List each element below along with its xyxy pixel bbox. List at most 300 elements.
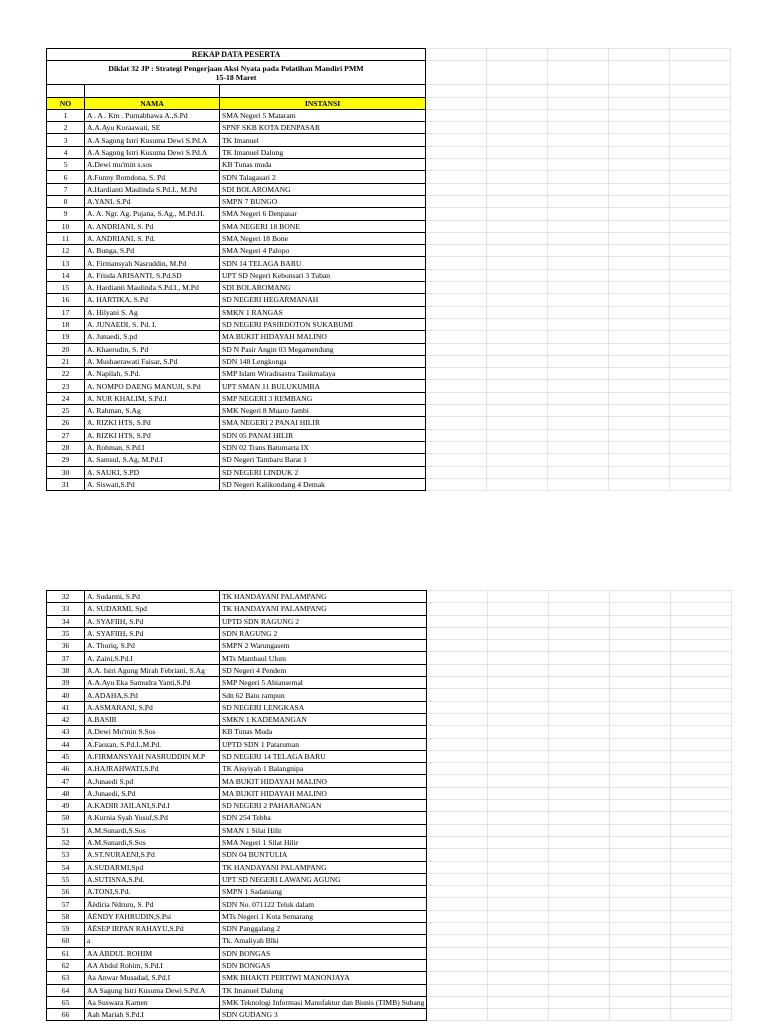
empty-cell bbox=[487, 318, 548, 330]
table-row bbox=[47, 591, 732, 603]
empty-cell bbox=[610, 726, 671, 738]
empty-cell bbox=[610, 886, 671, 898]
row-instansi: MTs Mambaul Ulum bbox=[220, 652, 427, 664]
empty-cell bbox=[427, 652, 488, 664]
table-row bbox=[47, 627, 732, 639]
empty-cell bbox=[487, 454, 548, 466]
row-no: 39 bbox=[47, 677, 85, 689]
empty-cell bbox=[610, 935, 671, 947]
empty-cell bbox=[671, 849, 732, 861]
table-row bbox=[47, 898, 732, 910]
empty-cell bbox=[671, 627, 732, 639]
row-instansi: SD NEGERI 2 PAHARANGAN bbox=[220, 800, 427, 812]
row-no: 65 bbox=[47, 996, 85, 1008]
empty-cell bbox=[670, 109, 731, 121]
row-nama: AA ABDUL ROHIM bbox=[85, 947, 220, 959]
row-instansi: UPT SD NEGERI LAWANG AGUNG bbox=[220, 873, 427, 885]
row-nama: A.Funny Romdona, S. Pd bbox=[85, 171, 220, 183]
empty-cell bbox=[610, 959, 671, 971]
row-instansi: SMPN 7 BUNGO bbox=[220, 195, 426, 207]
empty-cell bbox=[670, 343, 731, 355]
empty-cell bbox=[549, 763, 610, 775]
empty-cell bbox=[549, 713, 610, 725]
empty-cell bbox=[549, 849, 610, 861]
empty-cell bbox=[427, 763, 488, 775]
row-no: 26 bbox=[47, 417, 85, 429]
row-instansi: SDN RAGUNG 2 bbox=[220, 627, 427, 639]
empty-cell bbox=[609, 405, 670, 417]
empty-cell bbox=[609, 355, 670, 367]
empty-cell bbox=[427, 836, 488, 848]
empty-cell bbox=[487, 355, 548, 367]
row-instansi: MTs Negeri 1 Kota Semarang bbox=[220, 910, 427, 922]
row-instansi: TK Aisyiyah 1 Balangnipa bbox=[220, 763, 427, 775]
empty-cell bbox=[426, 478, 487, 490]
empty-cell bbox=[427, 738, 488, 750]
empty-cell bbox=[488, 591, 549, 603]
row-no: 40 bbox=[47, 689, 85, 701]
empty-cell bbox=[609, 294, 670, 306]
empty-cell bbox=[487, 183, 548, 195]
table-row bbox=[47, 603, 732, 615]
row-nama: A.Faozan, S.Pd.I.,M.Pd. bbox=[85, 738, 220, 750]
empty-cell bbox=[670, 331, 731, 343]
empty-cell bbox=[427, 677, 488, 689]
row-no: 6 bbox=[47, 171, 85, 183]
row-instansi: SMP Islam Wiradisastra Tasikmalaya bbox=[220, 368, 426, 380]
row-nama: A. Zaini,S.Pd.I bbox=[85, 652, 220, 664]
empty-cell bbox=[671, 836, 732, 848]
row-no: 44 bbox=[47, 738, 85, 750]
row-no: 1 bbox=[47, 109, 85, 121]
empty-cell bbox=[609, 368, 670, 380]
empty-cell bbox=[609, 122, 670, 134]
table-row bbox=[47, 454, 731, 466]
empty-cell bbox=[488, 812, 549, 824]
row-nama: A. ANDRIANI, S. Pd. bbox=[85, 232, 220, 244]
empty-cell bbox=[426, 245, 487, 257]
empty-cell bbox=[671, 775, 732, 787]
table-row bbox=[47, 269, 731, 281]
empty-cell bbox=[671, 959, 732, 971]
empty-cell bbox=[426, 466, 487, 478]
empty-cell bbox=[548, 146, 609, 158]
empty-cell bbox=[671, 935, 732, 947]
table-row bbox=[47, 923, 732, 935]
empty-cell bbox=[610, 591, 671, 603]
empty-cell bbox=[671, 750, 732, 762]
empty-cell bbox=[488, 750, 549, 762]
empty-cell bbox=[609, 208, 670, 220]
empty-cell bbox=[671, 591, 732, 603]
row-no: 41 bbox=[47, 701, 85, 713]
empty-cell bbox=[610, 910, 671, 922]
header-no: NO bbox=[47, 97, 85, 109]
empty-cell bbox=[670, 368, 731, 380]
empty-cell bbox=[609, 257, 670, 269]
empty-cell bbox=[487, 122, 548, 134]
row-nama: A.A Sagung Istri Kusuma Dewi S.Pd.A bbox=[85, 134, 220, 146]
row-no: 62 bbox=[47, 959, 85, 971]
row-instansi: SMP Negeri 5 Abiansemal bbox=[220, 677, 427, 689]
row-instansi: Sdn 62 Batu rampun bbox=[220, 689, 427, 701]
empty-cell bbox=[610, 923, 671, 935]
empty-cell bbox=[488, 677, 549, 689]
row-nama: A. JUNAEDI, S. Pd. I. bbox=[85, 318, 220, 330]
table-row bbox=[47, 726, 732, 738]
empty-cell bbox=[488, 898, 549, 910]
empty-cell bbox=[609, 392, 670, 404]
empty-cell bbox=[549, 824, 610, 836]
row-no: 37 bbox=[47, 652, 85, 664]
empty-cell bbox=[487, 282, 548, 294]
empty-cell bbox=[609, 478, 670, 490]
row-instansi: UPT SMAN 11 BULUKUMBA bbox=[220, 380, 426, 392]
row-nama: A. Hardianti Maulinda S.Pd.I., M.Pd bbox=[85, 282, 220, 294]
row-instansi: MA BUKIT HIDAYAH MALINO bbox=[220, 787, 427, 799]
table-row bbox=[47, 355, 731, 367]
empty-cell bbox=[488, 996, 549, 1008]
empty-cell bbox=[549, 996, 610, 1008]
table-row bbox=[47, 861, 732, 873]
row-instansi: SDI BOLAROMANG bbox=[220, 282, 426, 294]
row-no: 49 bbox=[47, 800, 85, 812]
row-instansi: KB Tunas Muda bbox=[220, 726, 427, 738]
empty-cell bbox=[487, 195, 548, 207]
empty-cell bbox=[548, 208, 609, 220]
empty-cell bbox=[426, 318, 487, 330]
row-nama: A. SYAFIIH, S.Pd bbox=[85, 615, 220, 627]
table-row bbox=[47, 478, 731, 490]
row-nama: Aah Mariah S.Pd.I bbox=[85, 1009, 220, 1021]
empty-cell bbox=[548, 294, 609, 306]
empty-cell bbox=[548, 417, 609, 429]
empty-cell bbox=[670, 183, 731, 195]
row-nama: A. Khaerudin, S. Pd bbox=[85, 343, 220, 355]
empty-cell bbox=[671, 812, 732, 824]
table-row bbox=[47, 652, 732, 664]
table-row bbox=[47, 146, 731, 158]
empty-cell bbox=[426, 171, 487, 183]
empty-cell bbox=[426, 195, 487, 207]
header-row bbox=[47, 97, 731, 109]
empty-cell bbox=[488, 861, 549, 873]
row-nama: A. SYAFIIH, S.Pd bbox=[85, 627, 220, 639]
row-instansi: TK HANDAYANI PALAMPANG bbox=[220, 591, 427, 603]
row-no: 61 bbox=[47, 947, 85, 959]
table-row bbox=[47, 380, 731, 392]
table-row bbox=[47, 417, 731, 429]
empty-cell bbox=[671, 689, 732, 701]
empty-cell bbox=[549, 750, 610, 762]
empty-cell bbox=[610, 775, 671, 787]
row-instansi: SDN Panggalang 2 bbox=[220, 923, 427, 935]
table-row bbox=[47, 935, 732, 947]
empty-cell bbox=[426, 122, 487, 134]
row-no: 56 bbox=[47, 886, 85, 898]
row-no: 66 bbox=[47, 1009, 85, 1021]
table-row bbox=[47, 763, 732, 775]
empty-cell bbox=[427, 689, 488, 701]
empty-cell bbox=[488, 836, 549, 848]
empty-cell bbox=[488, 923, 549, 935]
empty-cell bbox=[427, 886, 488, 898]
blank-row bbox=[47, 85, 731, 97]
empty-cell bbox=[671, 738, 732, 750]
row-instansi: MA BUKIT HIDAYAH MALINO bbox=[220, 331, 426, 343]
empty-cell bbox=[426, 282, 487, 294]
empty-cell bbox=[549, 677, 610, 689]
empty-cell bbox=[670, 306, 731, 318]
empty-cell bbox=[609, 331, 670, 343]
empty-cell bbox=[548, 368, 609, 380]
empty-cell bbox=[427, 984, 488, 996]
empty-cell bbox=[426, 331, 487, 343]
row-no: 60 bbox=[47, 935, 85, 947]
empty-cell bbox=[427, 726, 488, 738]
empty-cell bbox=[487, 171, 548, 183]
empty-cell bbox=[488, 849, 549, 861]
sheet-subtitle bbox=[47, 61, 426, 85]
empty-cell bbox=[426, 232, 487, 244]
empty-cell bbox=[548, 331, 609, 343]
empty-cell bbox=[426, 134, 487, 146]
empty-cell bbox=[610, 849, 671, 861]
empty-cell bbox=[488, 640, 549, 652]
row-instansi: MA BUKIT HIDAYAH MALINO bbox=[220, 775, 427, 787]
row-no: 4 bbox=[47, 146, 85, 158]
empty-cell bbox=[426, 405, 487, 417]
row-no: 17 bbox=[47, 306, 85, 318]
row-instansi: SMA Negeri 4 Palopo bbox=[220, 245, 426, 257]
table-row bbox=[47, 392, 731, 404]
empty-cell bbox=[670, 146, 731, 158]
empty-cell bbox=[670, 318, 731, 330]
empty-cell bbox=[549, 652, 610, 664]
empty-cell bbox=[671, 886, 732, 898]
table-row bbox=[47, 836, 732, 848]
empty-cell bbox=[427, 775, 488, 787]
empty-cell bbox=[609, 454, 670, 466]
row-nama: A.A.Ayu Koraawati, SE bbox=[85, 122, 220, 134]
empty-cell bbox=[610, 812, 671, 824]
empty-cell bbox=[670, 380, 731, 392]
row-instansi: UPTD SDN RAGUNG 2 bbox=[220, 615, 427, 627]
empty-cell bbox=[610, 750, 671, 762]
row-nama: A. Sudarmi, S.Pd bbox=[85, 591, 220, 603]
empty-cell bbox=[487, 405, 548, 417]
row-no: 15 bbox=[47, 282, 85, 294]
empty-cell bbox=[609, 417, 670, 429]
empty-cell bbox=[610, 972, 671, 984]
row-nama: A. RIZKI HTS, S.Pd bbox=[85, 417, 220, 429]
empty-cell bbox=[426, 441, 487, 453]
table-row bbox=[47, 640, 732, 652]
empty-cell bbox=[426, 159, 487, 171]
row-instansi: SMK BHAKTI PERTIWI MANONJAYA bbox=[220, 972, 427, 984]
row-no: 31 bbox=[47, 478, 85, 490]
sheet-title: REKAP DATA PESERTA bbox=[47, 49, 426, 61]
row-instansi: SMA Negeri 5 Mataram bbox=[220, 109, 426, 121]
empty-cell bbox=[609, 134, 670, 146]
empty-cell bbox=[671, 984, 732, 996]
table-row bbox=[47, 220, 731, 232]
empty-cell bbox=[487, 331, 548, 343]
empty-cell bbox=[609, 282, 670, 294]
empty-cell bbox=[671, 923, 732, 935]
empty-cell bbox=[671, 824, 732, 836]
row-no: 45 bbox=[47, 750, 85, 762]
row-instansi: SDN Talagasari 2 bbox=[220, 171, 426, 183]
subtitle-line2: 15-18 Maret bbox=[215, 72, 257, 82]
empty-cell bbox=[549, 591, 610, 603]
participant-table-part2 bbox=[46, 590, 732, 1021]
row-instansi: SD Negeri 4 Pendem bbox=[220, 664, 427, 676]
empty-cell bbox=[487, 368, 548, 380]
empty-cell bbox=[487, 380, 548, 392]
empty-cell bbox=[609, 429, 670, 441]
empty-cell bbox=[427, 640, 488, 652]
row-nama: A.ADAHA,S.Pd bbox=[85, 689, 220, 701]
row-instansi: SMA Negeri 18 Bone bbox=[220, 232, 426, 244]
row-instansi: Tk. Amaliyah Blki bbox=[220, 935, 427, 947]
empty-cell bbox=[548, 405, 609, 417]
row-no: 8 bbox=[47, 195, 85, 207]
empty-cell bbox=[548, 282, 609, 294]
row-no: 57 bbox=[47, 898, 85, 910]
empty-cell bbox=[427, 935, 488, 947]
table-row bbox=[47, 615, 732, 627]
row-nama: A. Napilah, S.Pd. bbox=[85, 368, 220, 380]
row-nama: A. Thoriq, S.Pd bbox=[85, 640, 220, 652]
empty-cell bbox=[488, 824, 549, 836]
row-instansi: SMKN 1 RANGAS bbox=[220, 306, 426, 318]
row-no: 27 bbox=[47, 429, 85, 441]
row-instansi: TK HANDAYANI PALAMPANG bbox=[220, 861, 427, 873]
empty-cell bbox=[609, 441, 670, 453]
row-nama: A.A.Ayu Eka Samudra Yanti,S.Pd bbox=[85, 677, 220, 689]
empty-cell bbox=[670, 429, 731, 441]
table-row bbox=[47, 257, 731, 269]
empty-cell bbox=[488, 947, 549, 959]
empty-cell bbox=[426, 220, 487, 232]
row-no: 3 bbox=[47, 134, 85, 146]
empty-cell bbox=[671, 861, 732, 873]
empty-cell bbox=[488, 627, 549, 639]
table-row bbox=[47, 775, 732, 787]
empty-cell bbox=[549, 701, 610, 713]
empty-cell bbox=[426, 368, 487, 380]
empty-cell bbox=[670, 171, 731, 183]
row-no: 25 bbox=[47, 405, 85, 417]
table-row bbox=[47, 713, 732, 725]
empty-cell bbox=[671, 763, 732, 775]
row-no: 58 bbox=[47, 910, 85, 922]
empty-cell bbox=[671, 701, 732, 713]
table-row bbox=[47, 208, 731, 220]
row-nama: A.Junaedi S.pd bbox=[85, 775, 220, 787]
header-instansi: INSTANSI bbox=[220, 97, 426, 109]
empty-cell bbox=[549, 726, 610, 738]
table-row bbox=[47, 750, 732, 762]
empty-cell bbox=[549, 627, 610, 639]
empty-cell bbox=[549, 910, 610, 922]
empty-cell bbox=[671, 873, 732, 885]
table-row bbox=[47, 245, 731, 257]
empty-cell bbox=[427, 873, 488, 885]
empty-cell bbox=[670, 220, 731, 232]
row-instansi: SDI BOLAROMANG bbox=[220, 183, 426, 195]
empty-cell bbox=[488, 713, 549, 725]
row-instansi: SD NEGERI LINDUK 2 bbox=[220, 466, 426, 478]
row-instansi: KB Tunas muda bbox=[220, 159, 426, 171]
empty-cell bbox=[610, 677, 671, 689]
empty-cell bbox=[488, 886, 549, 898]
empty-cell bbox=[548, 245, 609, 257]
empty-cell bbox=[549, 923, 610, 935]
empty-cell bbox=[488, 763, 549, 775]
row-no: 36 bbox=[47, 640, 85, 652]
row-instansi: SDN 148 Lengkonga bbox=[220, 355, 426, 367]
empty-cell bbox=[670, 392, 731, 404]
empty-cell bbox=[427, 849, 488, 861]
empty-cell bbox=[548, 232, 609, 244]
empty-cell bbox=[549, 812, 610, 824]
empty-cell bbox=[609, 183, 670, 195]
empty-cell bbox=[671, 996, 732, 1008]
table-row bbox=[47, 800, 732, 812]
row-nama: Äëdiria Ndruru, S. Pd bbox=[85, 898, 220, 910]
empty-cell bbox=[610, 861, 671, 873]
table-row bbox=[47, 171, 731, 183]
empty-cell bbox=[426, 306, 487, 318]
row-no: 20 bbox=[47, 343, 85, 355]
table-row bbox=[47, 183, 731, 195]
empty-cell bbox=[426, 392, 487, 404]
empty-cell bbox=[549, 935, 610, 947]
empty-cell bbox=[548, 183, 609, 195]
empty-cell bbox=[426, 380, 487, 392]
empty-cell bbox=[670, 257, 731, 269]
row-nama: A.Dewi mu'min s.sos bbox=[85, 159, 220, 171]
empty-cell bbox=[671, 603, 732, 615]
table-row bbox=[47, 984, 732, 996]
row-no: 19 bbox=[47, 331, 85, 343]
row-nama: A.Kurnia Syah Yusuf,S.Pd bbox=[85, 812, 220, 824]
row-instansi: SDN BONGAS bbox=[220, 947, 427, 959]
empty-cell bbox=[427, 750, 488, 762]
empty-cell bbox=[610, 984, 671, 996]
empty-cell bbox=[609, 220, 670, 232]
empty-cell bbox=[610, 701, 671, 713]
empty-cell bbox=[610, 689, 671, 701]
empty-cell bbox=[548, 478, 609, 490]
empty-cell bbox=[549, 886, 610, 898]
empty-cell bbox=[671, 898, 732, 910]
table-row bbox=[47, 429, 731, 441]
row-instansi: SDN BONGAS bbox=[220, 959, 427, 971]
row-instansi: SMA NEGERI 18 BONE bbox=[220, 220, 426, 232]
empty-cell bbox=[548, 318, 609, 330]
row-no: 23 bbox=[47, 380, 85, 392]
empty-cell bbox=[610, 763, 671, 775]
empty-cell bbox=[426, 146, 487, 158]
row-no: 29 bbox=[47, 454, 85, 466]
row-instansi: SD NEGERI LENGKASA bbox=[220, 701, 427, 713]
row-instansi: SD Negeri Tambaru Barat 1 bbox=[220, 454, 426, 466]
empty-cell bbox=[609, 109, 670, 121]
row-instansi: SMAN 1 Silat Hilir bbox=[220, 824, 427, 836]
